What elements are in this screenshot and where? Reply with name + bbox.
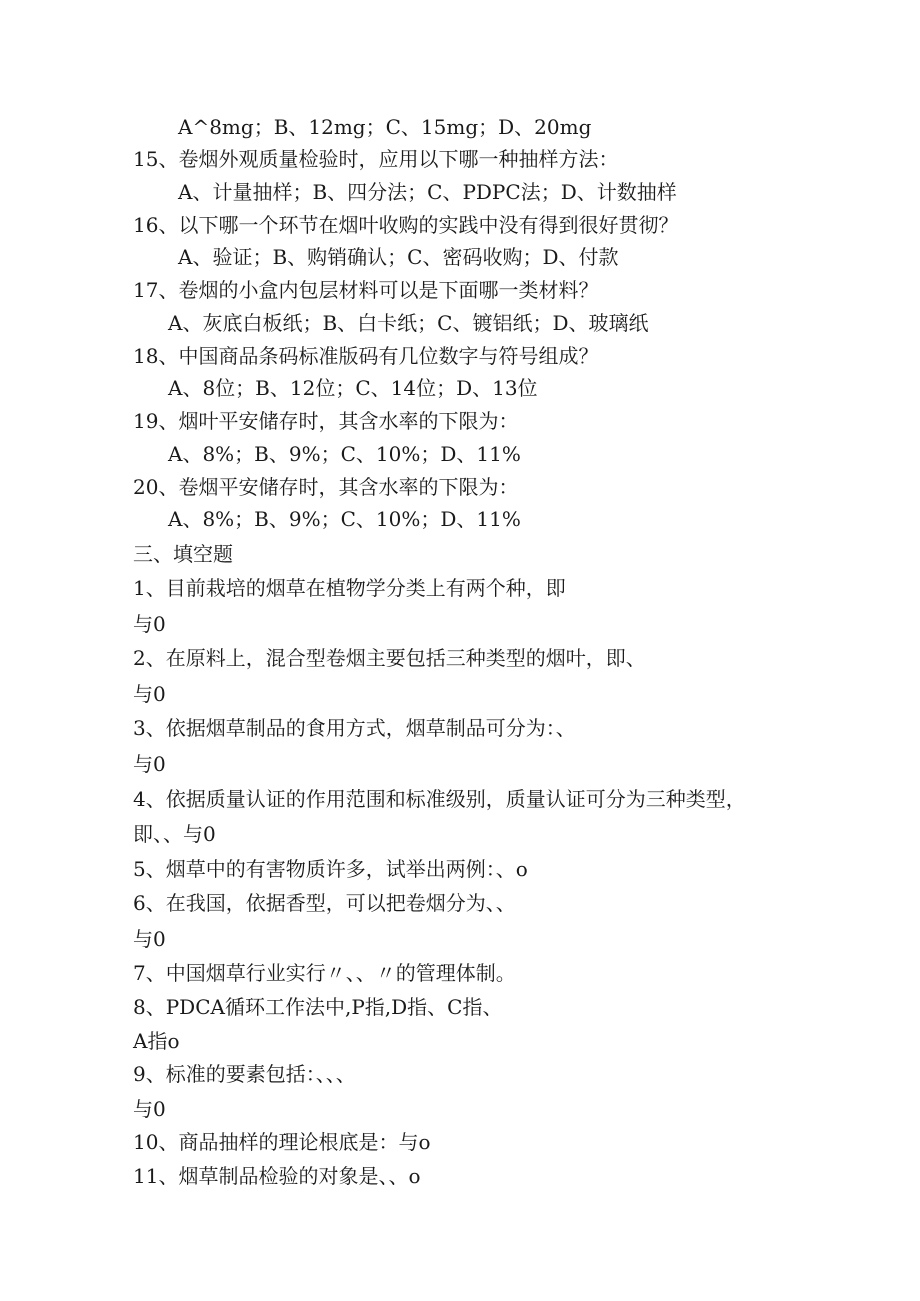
fill-item-11: 11、烟草制品检验的对象是、、o	[133, 1164, 421, 1188]
fill-item-4-cont: 即、、与0	[133, 822, 216, 846]
fill-item-6: 6、在我国，依据香型，可以把卷烟分为、、	[133, 891, 516, 915]
fill-item-3: 3、依据烟草制品的食用方式，烟草制品可分为：、	[133, 716, 576, 740]
question-18: 18、中国商品条码标准版码有几位数字与符号组成？	[133, 344, 599, 368]
fill-item-8-cont: A指o	[133, 1029, 180, 1053]
fill-item-1-cont: 与0	[133, 612, 166, 636]
option-line-q17: A、灰底白板纸；B、白卡纸；C、镀铝纸；D、玻璃纸	[168, 311, 649, 335]
question-17: 17、卷烟的小盒内包层材料可以是下面哪一类材料？	[133, 278, 599, 302]
section-heading: 三、填空题	[133, 542, 233, 566]
question-16: 16、以下哪一个环节在烟叶收购的实践中没有得到很好贯彻？	[133, 213, 679, 237]
fill-item-9: 9、标准的要素包括：、、、	[133, 1062, 356, 1086]
fill-item-5: 5、烟草中的有害物质许多，试举出两例：、o	[133, 857, 528, 881]
fill-item-3-cont: 与0	[133, 752, 166, 776]
option-line-q19: A、8%；B、9%；C、10%；D、11%	[168, 442, 521, 466]
option-line-q15: A、计量抽样；B、四分法；C、PDPC法；D、计数抽样	[178, 180, 677, 204]
fill-item-1: 1、目前栽培的烟草在植物学分类上有两个种，即	[133, 576, 566, 600]
fill-item-2: 2、在原料上，混合型卷烟主要包括三种类型的烟叶，即、	[133, 646, 646, 670]
question-19: 19、烟叶平安储存时，其含水率的下限为：	[133, 409, 519, 433]
fill-item-9-cont: 与0	[133, 1097, 166, 1121]
fill-item-2-cont: 与0	[133, 682, 166, 706]
option-line-q16: A、验证；B、购销确认；C、密码收购；D、付款	[178, 245, 619, 269]
option-line-q14: A^8mg；B、12mg；C、15mg；D、20mg	[178, 115, 592, 139]
option-line-q18: A、8位；B、12位；C、14位；D、13位	[168, 376, 538, 400]
fill-item-7: 7、中国烟草行业实行〃、、〃的管理体制。	[133, 961, 516, 985]
question-20: 20、卷烟平安储存时，其含水率的下限为：	[133, 475, 519, 499]
fill-item-10: 10、商品抽样的理论根底是：与o	[133, 1130, 431, 1154]
option-line-q20: A、8%；B、9%；C、10%；D、11%	[168, 507, 521, 531]
fill-item-8: 8、PDCA循环工作法中,P指,D指、C指、	[133, 995, 503, 1019]
fill-item-6-cont: 与0	[133, 927, 166, 951]
question-15: 15、卷烟外观质量检验时，应用以下哪一种抽样方法：	[133, 147, 619, 171]
fill-item-4: 4、依据质量认证的作用范围和标准级别，质量认证可分为三种类型，	[133, 787, 746, 811]
